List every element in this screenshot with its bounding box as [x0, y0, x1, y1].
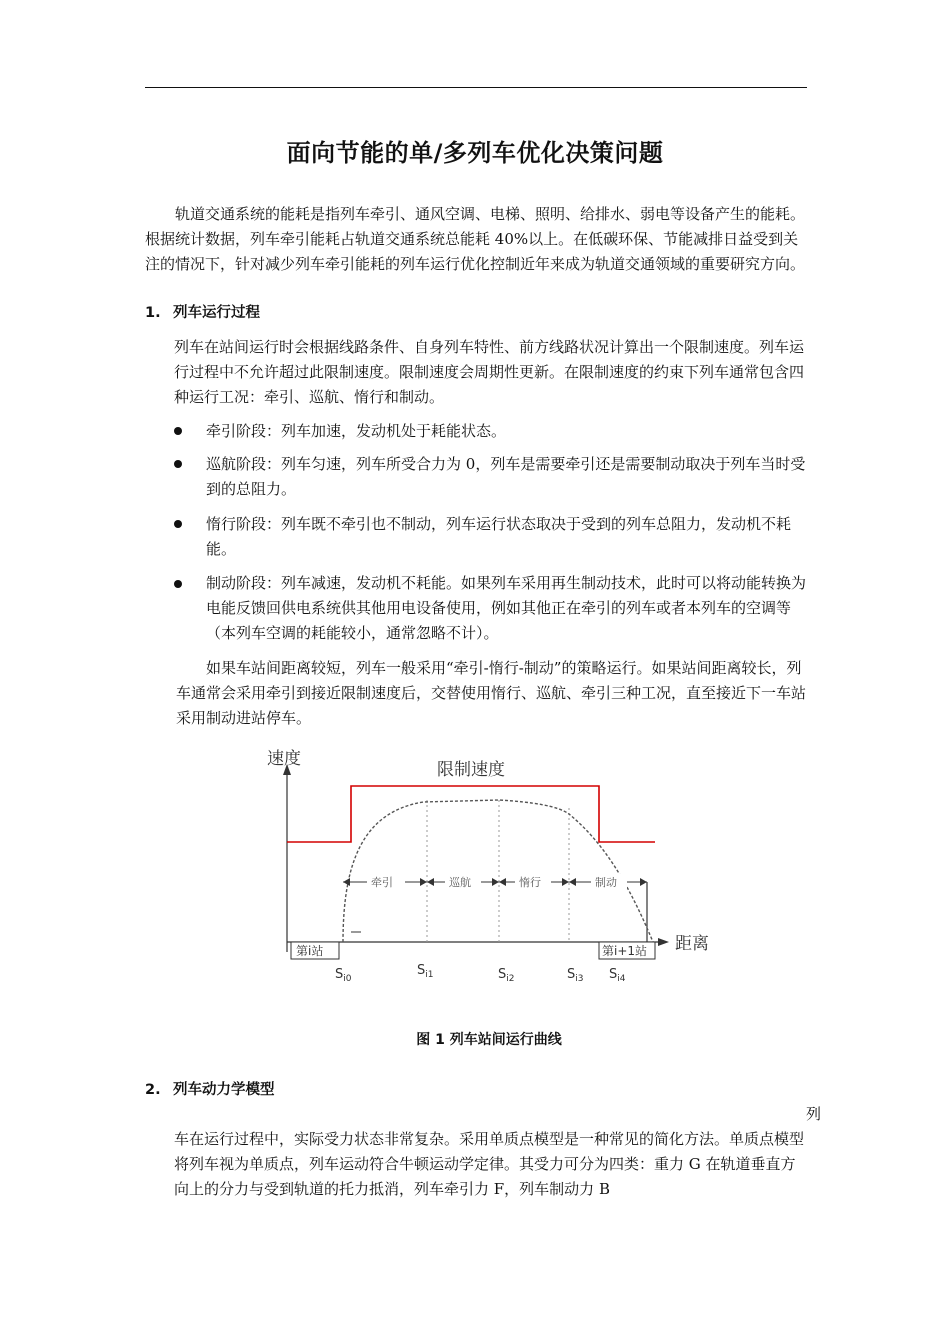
speed-limit-label: 限制速度 — [437, 760, 505, 780]
bullet-traction: 牵引阶段：列车加速，发动机处于耗能状态。 — [206, 422, 507, 440]
phase-label-coast: 惰行 — [519, 876, 541, 889]
x-axis-label: 距离 — [675, 934, 709, 954]
bullet-brake: 制动阶段：列车减速，发动机不耗能。如果列车采用再生制动技术，此时可以将动能转换为电能反馈回供电系统供其他用电设备使用，例如其他正在牵引的列车或者本列车的空调等（本列车空调的耗能较小，通常忽略不计）。 — [206, 574, 807, 642]
start-station-label: 第i站 — [296, 944, 324, 958]
phase-arrow-icon — [640, 878, 647, 886]
phase-arrow-icon — [492, 878, 499, 886]
point-label-s-i1: $S_{i1}$ — [417, 963, 434, 980]
point-label-s-i2: $S_{i2}$ — [498, 967, 515, 984]
run-curve-figure — [263, 742, 713, 992]
speed-limit-line — [287, 786, 655, 842]
point-label-s-i4: $S_{i4}$ — [609, 967, 626, 984]
phase-arrow-icon — [562, 878, 569, 886]
page-title: 面向节能的单/多列车优化决策问题 — [286, 139, 664, 167]
section-1-number: 1. — [145, 305, 161, 321]
bullet-dot — [174, 520, 182, 528]
phase-arrow-icon — [420, 878, 427, 886]
phase-arrow-icon — [569, 878, 576, 886]
section-2-lead-char: 列 — [806, 1105, 822, 1123]
speed-curve — [343, 800, 653, 942]
phase-arrow-icon — [427, 878, 434, 886]
section-2-title: 列车动力学模型 — [173, 1082, 275, 1098]
phase-arrow-icon — [499, 878, 506, 886]
phase-label-brake: 制动 — [595, 876, 617, 889]
bullet-dot — [174, 427, 182, 435]
section-2-number: 2. — [145, 1082, 161, 1098]
phase-arrow-icon — [343, 878, 350, 886]
figure-caption: 图 1 列车站间运行曲线 — [416, 1032, 562, 1048]
bullet-coast: 惰行阶段：列车既不牵引也不制动，列车运行状态取决于受到的列车总阻力，发动机不耗能。 — [206, 515, 792, 558]
point-label-s-i3: $S_{i3}$ — [567, 967, 584, 984]
section-1-paragraph: 列车在站间运行时会根据线路条件、自身列车特性、前方线路状况计算出一个限制速度。列车运行过程中不允许超过此限制速度。限制速度会周期性更新。在限制速度的约束下列车通常包含四种运行工况：牵引、巡航、惰行和制动。 — [174, 338, 805, 406]
y-axis-label: 速度 — [267, 749, 301, 769]
header-rule — [145, 87, 807, 88]
section-1-title: 列车运行过程 — [173, 305, 260, 321]
end-station-label: 第i+1站 — [602, 944, 648, 958]
phase-label-cruise: 巡航 — [449, 876, 471, 889]
bullet-cruise: 巡航阶段：列车匀速，列车所受合力为 0，列车是需要牵引还是需要制动取决于列车当时受到的总阻力。 — [206, 455, 806, 498]
section-1-heading — [145, 301, 260, 322]
bullet-dot — [174, 580, 182, 588]
strategy-paragraph: 如果车站间距离较短，列车一般采用“牵引-惰行-制动”的策略运行。如果站间距离较长，列车通常会采用牵引到接近限制速度后，交替使用惰行、巡航、牵引三种工况，直至接近下一车站采用制动进站停车。 — [176, 659, 807, 727]
section-2-paragraph: 车在运行过程中，实际受力状态非常复杂。采用单质点模型是一种常见的简化方法。单质点模型将列车视为单质点，列车运动符合牛顿运动学定律。其受力可分为四类：重力 G 在轨道垂直方向上的分力与受到轨道的托力抵消，列车牵引力 F，列车制动力 B — [174, 1130, 805, 1198]
intro-paragraph: 轨道交通系统的能耗是指列车牵引、通风空调、电梯、照明、给排水、弱电等设备产生的能耗。根据统计数据，列车牵引能耗占轨道交通系统总能耗 40%以上。在低碳环保、节能减排日益受到关注的情况下，针对减少列车牵引能耗的列车运行优化控制近年来成为轨道交通领域的重要研究方向。 — [145, 205, 806, 273]
phase-label-traction: 牵引 — [371, 876, 393, 889]
section-2-heading — [145, 1078, 275, 1099]
point-label-s-i0: $S_{i0}$ — [335, 967, 352, 984]
x-axis-arrow-icon — [658, 938, 669, 946]
bullet-dot — [174, 460, 182, 468]
